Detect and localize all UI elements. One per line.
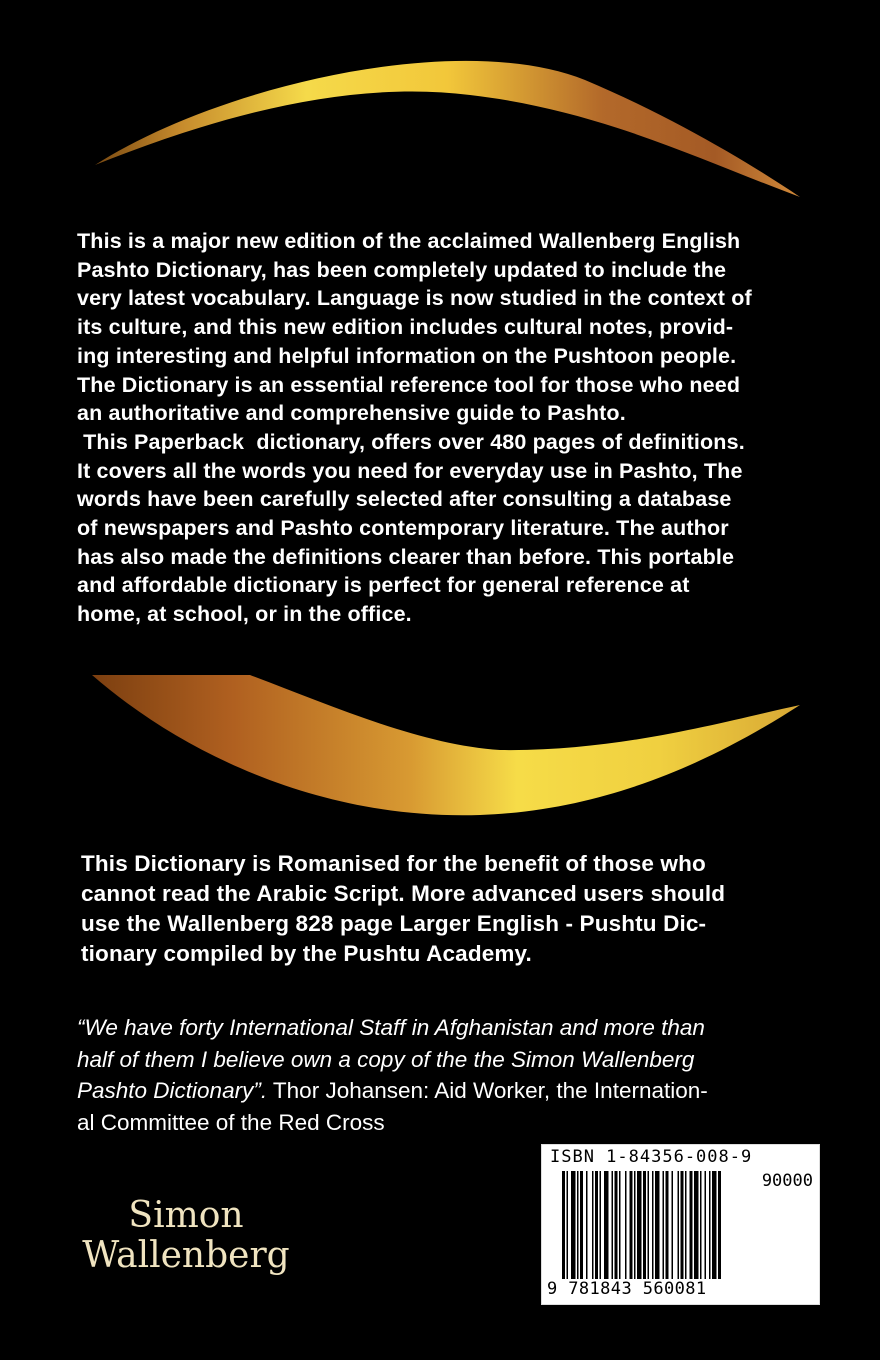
barcode-bar xyxy=(681,1171,684,1279)
barcode-bar xyxy=(619,1171,621,1279)
description-line: and affordable dictionary is perfect for general reference at xyxy=(77,573,690,598)
barcode-bar xyxy=(630,1171,633,1279)
description-line: its culture, and this new edition includes cultural notes, provid- xyxy=(77,315,734,340)
author-last-name: Wallenberg xyxy=(82,1235,290,1276)
barcode-bar xyxy=(634,1171,636,1279)
barcode-bar xyxy=(666,1171,669,1279)
barcode-bar xyxy=(705,1171,707,1279)
ean-digits: 9 781843 560081 xyxy=(547,1279,707,1299)
bottom-gold-swoosh xyxy=(0,660,880,830)
barcode-bar xyxy=(612,1171,614,1279)
barcode-bar xyxy=(700,1171,702,1279)
top-gold-swoosh xyxy=(0,40,880,210)
barcode-bar xyxy=(655,1171,660,1279)
description-line: This Paperback dictionary, offers over 480 pages of definitions. xyxy=(77,429,745,454)
testimonial-line: “We have forty International Staff in Afghanistan and more than xyxy=(77,1015,705,1040)
barcode-bar xyxy=(678,1171,680,1279)
barcode-bar xyxy=(592,1171,594,1279)
description-line: It covers all the words you need for everyday use in Pashto, The xyxy=(77,458,743,483)
romanised-note xyxy=(81,849,841,969)
description-paragraph xyxy=(77,227,837,629)
testimonial-line xyxy=(77,1075,837,1107)
description-line: has also made the definitions clearer than before. This portable xyxy=(77,544,735,569)
romanised-line: use the Wallenberg 828 page Larger English - Pushtu Dic- xyxy=(81,911,707,936)
barcode-bar xyxy=(712,1171,717,1279)
description-line: Pashto Dictionary, has been completely updated to include the xyxy=(77,257,727,282)
barcode-bar xyxy=(652,1171,654,1279)
testimonial-line: al Committee of the Red Cross xyxy=(77,1109,385,1135)
barcode-bar xyxy=(648,1171,650,1279)
isbn-label: ISBN 1-84356-008-9 xyxy=(550,1147,753,1167)
price-code: 90000 xyxy=(761,1171,813,1191)
description-line: This is a major new edition of the acclaimed Wallenberg English xyxy=(77,229,741,253)
barcode-bar xyxy=(718,1171,721,1279)
barcode-bar xyxy=(567,1171,569,1279)
description-line: The Dictionary is an essential reference tool for those who need xyxy=(77,372,741,397)
romanised-line: This Dictionary is Romanised for the benefit of those who xyxy=(81,851,706,876)
description-line: very latest vocabulary. Language is now studied in the context of xyxy=(77,286,752,311)
barcode-bar xyxy=(562,1171,565,1279)
description-line: home, at school, or in the office. xyxy=(77,602,412,627)
description-line: ing interesting and helpful information on the Pushtoon people. xyxy=(77,343,737,368)
description-line: an authoritative and comprehensive guide to Pashto. xyxy=(77,401,626,426)
barcode-bar xyxy=(637,1171,642,1279)
barcode-bar xyxy=(663,1171,665,1279)
testimonial-quote xyxy=(77,1012,837,1138)
description-line: of newspapers and Pashto contemporary literature. The author xyxy=(77,516,729,541)
barcode-bar xyxy=(709,1171,711,1279)
author-name xyxy=(80,1196,292,1276)
description-line: words have been carefully selected after consulting a database xyxy=(77,487,732,512)
barcode-bar xyxy=(625,1171,627,1279)
isbn-barcode xyxy=(541,1144,820,1305)
barcode-bar xyxy=(690,1171,693,1279)
barcode-bar xyxy=(615,1171,618,1279)
barcode-bar xyxy=(577,1171,579,1279)
barcode-bar xyxy=(672,1171,674,1279)
barcode-bar xyxy=(580,1171,583,1279)
testimonial-italic-end: Pashto Dictionary”. xyxy=(77,1078,268,1103)
barcode-bar xyxy=(595,1171,598,1279)
testimonial-line: half of them I believe own a copy of the the Simon Wallenberg xyxy=(77,1046,695,1072)
barcode-bar xyxy=(643,1171,646,1279)
barcode-bar xyxy=(586,1171,588,1279)
barcode-bar xyxy=(571,1171,576,1279)
barcode-bar xyxy=(600,1171,602,1279)
author-first-name: Simon xyxy=(128,1195,244,1236)
romanised-line: cannot read the Arabic Script. More advanced users should xyxy=(81,881,726,906)
barcode-bar xyxy=(694,1171,699,1279)
barcode-bar xyxy=(604,1171,609,1279)
testimonial-attribution: Thor Johansen: Aid Worker, the Internation- xyxy=(267,1078,708,1103)
romanised-line: tionary compiled by the Pushtu Academy. xyxy=(81,941,532,966)
barcode-bar xyxy=(685,1171,687,1279)
